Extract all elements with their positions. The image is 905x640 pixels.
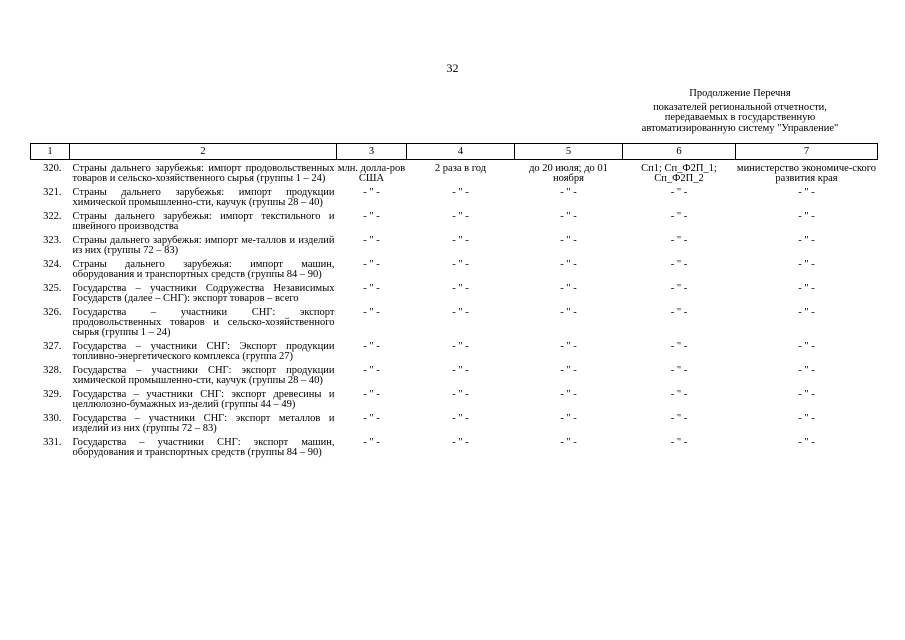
deadline-cell: - " - xyxy=(560,187,577,198)
column-header-5: 5 xyxy=(515,144,623,160)
period-cell: - " - xyxy=(452,437,469,448)
row-number: 331. xyxy=(43,437,62,448)
period-cell: - " - xyxy=(452,235,469,246)
unit-cell: - " - xyxy=(363,389,380,400)
row-number: 322. xyxy=(43,211,62,222)
table-row xyxy=(31,260,878,284)
unit-cell: - " - xyxy=(363,437,380,448)
deadline-cell: - " - xyxy=(560,341,577,352)
row-number: 321. xyxy=(43,187,62,198)
indicators-table xyxy=(30,143,878,462)
unit-cell: - " - xyxy=(363,235,380,246)
indicator-name: Государства – участники СНГ: экспорт продукции химической промышленно-сти, каучук (группы 28 – 40) xyxy=(72,365,335,386)
table-row xyxy=(31,390,878,414)
unit-cell: - " - xyxy=(363,211,380,222)
page-number: 32 xyxy=(446,61,459,75)
indicator-name: Государства – участники СНГ: экспорт металлов и изделий из них (группы 72 – 83) xyxy=(72,413,335,434)
responsible-cell: - " - xyxy=(798,235,815,246)
responsible-cell: - " - xyxy=(798,187,815,198)
form-cell: Сп1; Сп_Ф2П_1; Сп_Ф2П_2 xyxy=(641,163,717,184)
continuation-title: Продолжение Перечня xyxy=(689,88,791,99)
indicator-name: Страны дальнего зарубежья: импорт текстильного и швейного производства xyxy=(72,211,335,232)
form-cell: - " - xyxy=(670,307,688,318)
row-number: 324. xyxy=(43,259,62,270)
indicator-name: Государства – участники СНГ: экспорт продовольственных товаров и сельско-хозяйственного сырья (группы 1 – 24) xyxy=(72,307,335,338)
continuation-line: автоматизированную систему "Управление" xyxy=(641,122,839,134)
continuation-heading xyxy=(600,89,880,134)
unit-cell: - " - xyxy=(363,259,380,270)
deadline-cell: - " - xyxy=(560,365,577,376)
responsible-cell: - " - xyxy=(798,437,815,448)
table-row xyxy=(31,236,878,260)
period-cell: - " - xyxy=(452,389,469,400)
table-row xyxy=(31,342,878,366)
period-cell: 2 раза в год xyxy=(434,163,487,174)
column-header-3: 3 xyxy=(337,144,407,160)
table-row xyxy=(31,212,878,236)
deadline-cell: - " - xyxy=(560,211,577,222)
table-row xyxy=(31,188,878,212)
indicator-name: Государства – участники СНГ: экспорт машин, оборудования и транспортных средств (группы 84 – 90) xyxy=(72,437,335,458)
responsible-cell: - " - xyxy=(798,259,815,270)
table-row xyxy=(31,160,878,189)
unit-cell: - " - xyxy=(363,413,380,424)
responsible-cell: - " - xyxy=(798,283,815,294)
responsible-cell: - " - xyxy=(798,307,815,318)
unit-cell: млн. долла-ров США xyxy=(337,163,406,184)
deadline-cell: - " - xyxy=(560,259,577,270)
row-number: 329. xyxy=(43,389,62,400)
table-row xyxy=(31,366,878,390)
form-cell: - " - xyxy=(670,365,688,376)
deadline-cell: - " - xyxy=(560,389,577,400)
form-cell: - " - xyxy=(670,413,688,424)
column-header-4: 4 xyxy=(407,144,515,160)
form-cell: - " - xyxy=(670,283,688,294)
row-number: 328. xyxy=(43,365,62,376)
period-cell: - " - xyxy=(452,283,469,294)
form-cell: - " - xyxy=(670,437,688,448)
form-cell: - " - xyxy=(670,235,688,246)
indicator-name: Страны дальнего зарубежья: импорт продовольственных товаров и сельско-хозяйственного сырья (группы 1 – 24) xyxy=(72,163,335,184)
column-header-6: 6 xyxy=(623,144,736,160)
column-header-2: 2 xyxy=(70,144,337,160)
period-cell: - " - xyxy=(452,365,469,376)
column-number-row xyxy=(31,144,878,160)
row-number: 323. xyxy=(43,235,62,246)
responsible-cell: министерство экономиче-ского развития края xyxy=(736,163,877,184)
period-cell: - " - xyxy=(452,341,469,352)
column-header-7: 7 xyxy=(736,144,878,160)
deadline-cell: - " - xyxy=(560,413,577,424)
period-cell: - " - xyxy=(452,259,469,270)
form-cell: - " - xyxy=(670,211,688,222)
column-header-1: 1 xyxy=(31,144,70,160)
responsible-cell: - " - xyxy=(798,211,815,222)
continuation-line: показателей региональной отчетности, xyxy=(653,101,827,113)
indicator-name: Государства – участники СНГ: Экспорт продукции топливно-энергетического комплекса (группа 27) xyxy=(72,341,335,362)
period-cell: - " - xyxy=(452,211,469,222)
indicator-name: Страны дальнего зарубежья: импорт машин, оборудования и транспортных средств (группы 84 – 90) xyxy=(72,259,335,280)
indicator-name: Государства – участники Содружества Независимых Государств (далее – СНГ): экспорт товаров – всего xyxy=(72,283,335,304)
unit-cell: - " - xyxy=(363,341,380,352)
row-number: 327. xyxy=(43,341,62,352)
unit-cell: - " - xyxy=(363,283,380,294)
deadline-cell: до 20 июля; до 01 ноября xyxy=(529,163,608,184)
indicator-name: Страны дальнего зарубежья: импорт продукции химической промышленно-сти, каучук (группы 28 – 40) xyxy=(72,187,335,208)
row-number: 320. xyxy=(43,163,62,174)
responsible-cell: - " - xyxy=(798,365,815,376)
unit-cell: - " - xyxy=(363,307,380,318)
continuation-line: передаваемых в государственную xyxy=(664,112,816,123)
period-cell: - " - xyxy=(452,187,469,198)
indicator-name: Государства – участники СНГ: экспорт древесины и целлюлозно-бумажных из-делий (группы 44 – 49) xyxy=(72,389,335,410)
indicator-name: Страны дальнего зарубежья: импорт ме-таллов и изделий из них (группы 72 – 83) xyxy=(72,235,335,256)
table-row xyxy=(31,438,878,462)
unit-cell: - " - xyxy=(363,365,380,376)
form-cell: - " - xyxy=(670,259,688,270)
responsible-cell: - " - xyxy=(798,413,815,424)
deadline-cell: - " - xyxy=(560,235,577,246)
period-cell: - " - xyxy=(452,413,469,424)
table-row xyxy=(31,414,878,438)
form-cell: - " - xyxy=(670,341,688,352)
form-cell: - " - xyxy=(670,389,688,400)
table-row xyxy=(31,308,878,342)
form-cell: - " - xyxy=(670,187,688,198)
row-number: 326. xyxy=(43,307,62,318)
period-cell: - " - xyxy=(452,307,469,318)
row-number: 325. xyxy=(43,283,62,294)
unit-cell: - " - xyxy=(363,187,380,198)
deadline-cell: - " - xyxy=(560,437,577,448)
table-body xyxy=(31,160,878,463)
row-number: 330. xyxy=(43,413,62,424)
deadline-cell: - " - xyxy=(560,307,577,318)
table-row xyxy=(31,284,878,308)
responsible-cell: - " - xyxy=(798,341,815,352)
responsible-cell: - " - xyxy=(798,389,815,400)
deadline-cell: - " - xyxy=(560,283,577,294)
